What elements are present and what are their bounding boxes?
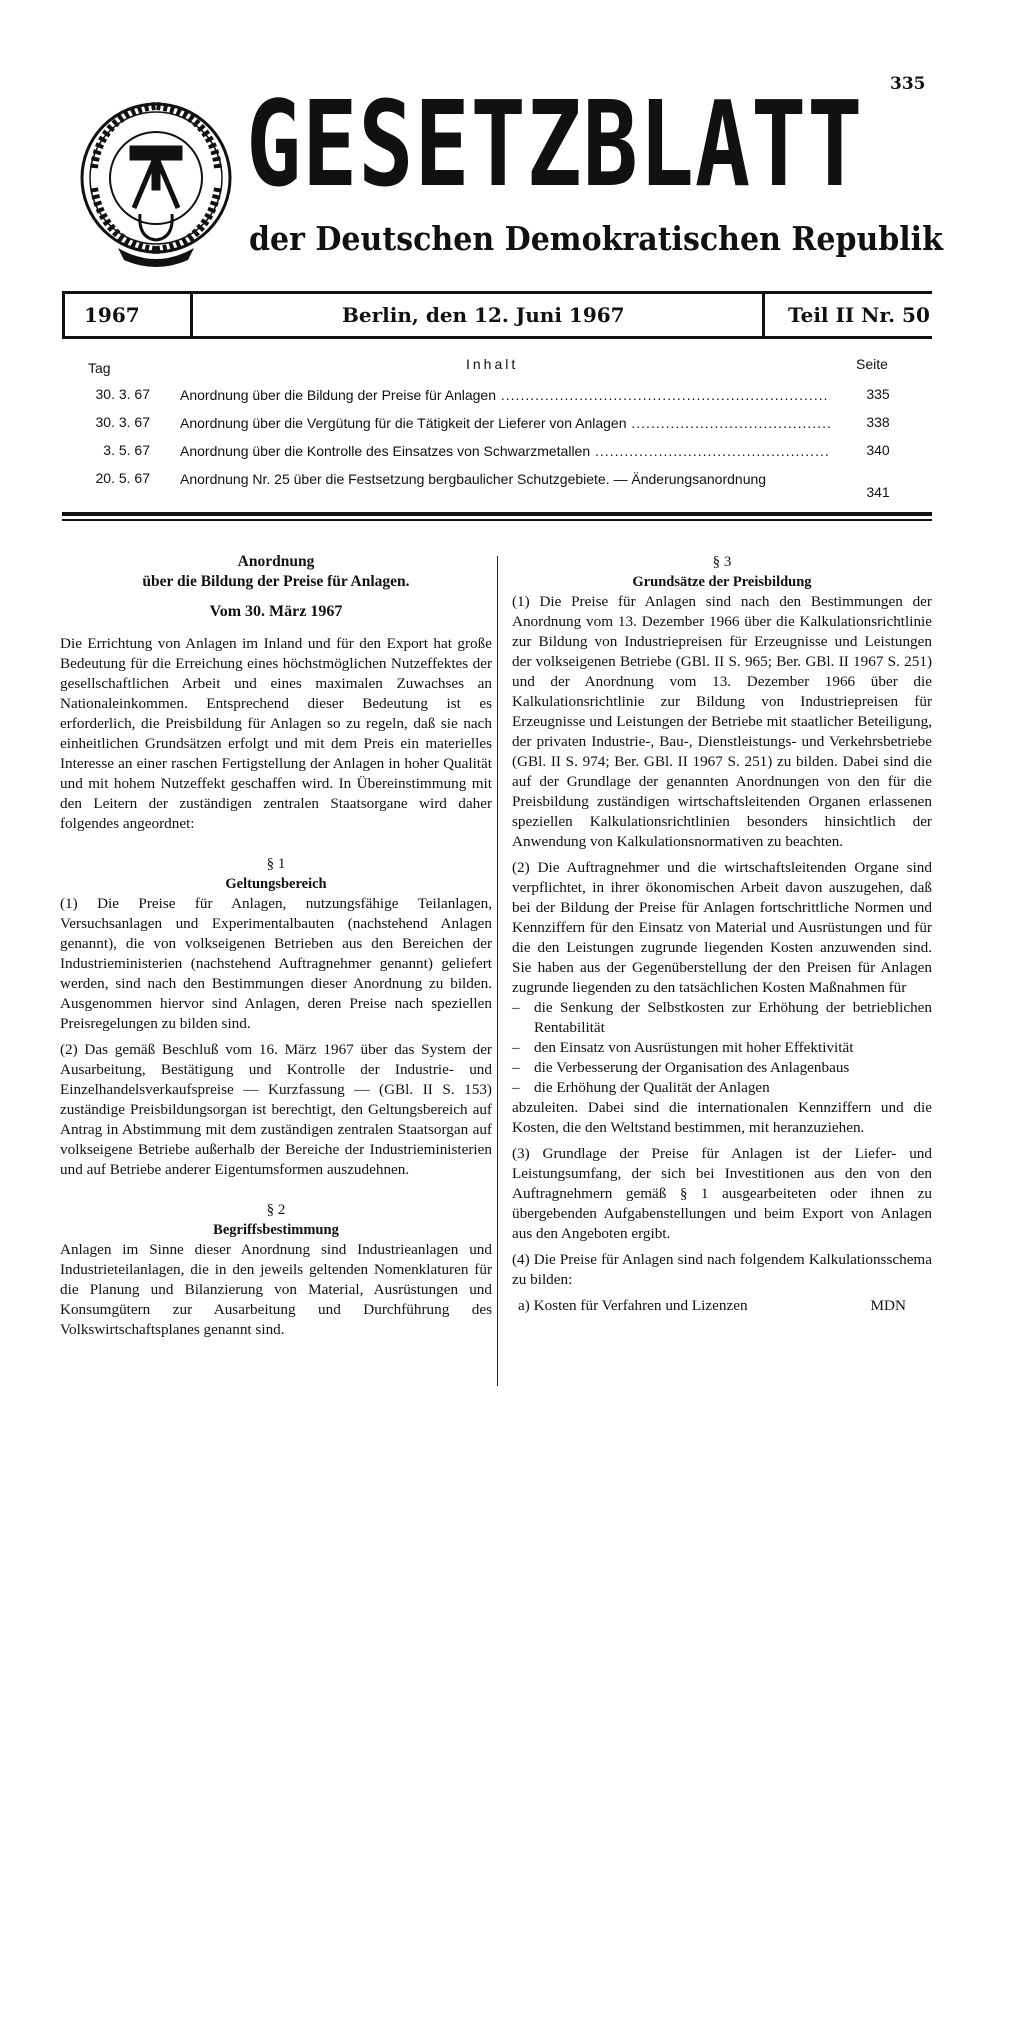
section-3-paragraph-2: (2) Die Auftragnehmer und die wirtschaftsleitenden Organe sind verpflichtet, in ihrer ökonomischen Arbeit davon auszugehen, daß bei der Bildung der Preise für Anlagen fortschrittliche Normen und Kennziffern für den Einsatz von Material und Ausrüstungen und für die den Leistungen zugrunde liegenden Kosten anzuwenden sind. Sie haben aus der Gegenüberstellung der den Preisen für Anlagen zugrunde liegenden zu den tatsächlichen Kosten Maßnahmen für — [512, 859, 932, 996]
calculation-scheme-row — [512, 1296, 932, 1316]
masthead-title: GESETZBLATT — [246, 76, 864, 214]
section-3-paragraph-1: (1) Die Preise für Anlagen sind nach den Bestimmungen der Anordnung vom 13. Dezember 1966 über die Kalkulationsrichtlinie zur Bildung von Industriepreisen für Erzeugnisse und Leistungen der volkseigenen Betriebe (GBl. II S. 965; Ber. GBl. II 1967 S. 251) und der Anordnung vom 13. Dezember 1966 über die Kalkulationsrichtlinie zur Bildung von Industriepreisen für Erzeugnisse und Leistungen der Betriebe mit staatlicher Beteiligung, der privaten Industrie-, Bau-, Dienstleistungs- und Verkehrsbetriebe (GBl. II S. 974; Ber. GBl. II 1967 S. 251) zu bilden. Dabei sind die auf der Grundlage der genannten Anordnungen von den für die Preisbildung zuständigen wirtschaftsleitenden Organen erlassenen speziellen Kalkulationsrichtlinien besonders hinsichtlich der Anwendung von Kalkulationsnormativen zu beachten. — [512, 593, 932, 850]
issue-place-date: Berlin, den 12. Juni 1967 — [342, 303, 625, 327]
toc-entry-page: 338 — [866, 414, 890, 430]
section-3-sign: § 3 — [712, 554, 732, 570]
list-item: – den Einsatz von Ausrüstungen mit hoher Effektivität — [512, 1038, 932, 1058]
issue-bar-separator — [190, 294, 193, 336]
article-heading-line1: Anordnung — [237, 553, 315, 570]
preamble-paragraph: Die Errichtung von Anlagen im Inland und für den Export hat große Bedeutung für die Erreichung eines höchstmöglichen Nutzeffektes der gesellschaftlichen Arbeit und eines maximalen Zuwachses an Nationaleinkommen. Entsprechend dieser Bedeutung ist es erforderlich, die Preisbildung für Anlagen so zu regeln, daß sie nach einheitlichen Grundsätzen erfolgt und mit dem Preis ein materielles Interesse an einer raschen Fertigstellung der Anlagen in hoher Qualität und mit hohem Nutzeffekt geschaffen wird. In Übereinstimmung mit den Leitern der zuständigen zentralen Staatsorgane wird daher folgendes angeordnet: — [60, 635, 492, 832]
section-1-title: Geltungsbereich — [225, 876, 327, 892]
section-2-title: Begriffsbestimmung — [213, 1222, 339, 1238]
toc-header-page: Seite — [856, 356, 888, 372]
list-item: – die Verbesserung der Organisation des Anlagenbaus — [512, 1058, 932, 1078]
toc-entry-title: Anordnung Nr. 25 über die Festsetzung bergbaulicher Schutzgebiete. — Änderungsanordnung — [180, 471, 767, 487]
section-3-measure-list — [512, 998, 932, 1098]
section-2-paragraph-1: Anlagen im Sinne dieser Anordnung sind Industrieanlagen und Industrieteilanlagen, die in den jeweils geltenden Nomenklaturen für die Planung und Bilanzierung von Material, Ausrüstungen und Konsumgütern zur Ausarbeitung und Durchführung des Volkswirtschaftsplanes genannt sind. — [60, 1241, 492, 1338]
toc-entry-date: 3. 5. 67 — [103, 442, 150, 458]
section-3-title: Grundsätze der Preisbildung — [632, 574, 812, 590]
section-3-paragraph-2-continued: abzuleiten. Dabei sind die internationalen Kennziffern und die Kosten, die den Weltstand bestimmen, mit heranzuziehen. — [512, 1099, 932, 1136]
toc-entry-date: 30. 3. 67 — [95, 386, 150, 402]
toc-entry-page: 341 — [866, 484, 890, 500]
toc-header-date: Tag — [88, 360, 111, 376]
article-column-right — [512, 552, 932, 1316]
list-item: – die Senkung der Selbstkosten zur Erhöhung der betrieblichen Rentabilität — [512, 998, 932, 1038]
issue-year: 1967 — [84, 303, 140, 327]
section-divider-rule — [62, 512, 932, 522]
section-1-paragraph-1: (1) Die Preise für Anlagen, nutzungsfähige Teilanlagen, Versuchsanlagen und Experimentalbauten (nachstehend Anlagen genannt), die von volkseigenen Betrieben aus den Bereichen der Industrieministerien (nachstehend Auftragnehmer genannt) geliefert werden, sind nach den Bestimmungen dieser Anordnung zu bilden. Ausgenommen hiervor sind Anlagen, deren Preise nach speziellen Preisregelungen zu bilden sind. — [60, 895, 492, 1032]
article-date: Vom 30. März 1967 — [209, 603, 343, 620]
issue-bar-border — [62, 294, 65, 336]
calculation-unit: MDN — [870, 1297, 906, 1314]
state-emblem-icon — [78, 98, 234, 270]
issue-info-bar — [62, 291, 932, 339]
toc-entry-date: 20. 5. 67 — [95, 470, 150, 486]
toc-entry-title: Anordnung über die Vergütung für die Tätigkeit der Lieferer von Anlagen ..... — [180, 414, 830, 432]
toc-entry-page: 340 — [866, 442, 890, 458]
section-1-sign: § 1 — [266, 856, 286, 872]
issue-bar-separator — [762, 294, 765, 336]
article-heading-line2: über die Bildung der Preise für Anlagen. — [142, 573, 410, 590]
section-1-paragraph-2: (2) Das gemäß Beschluß vom 16. März 1967 über das System der Ausarbeitung, Bestätigung und Kontrolle der Industrie- und Einzelhandelsverkaufspreise — Kurzfassung — (GBl. II S. 153) zuständige Preisbildungsorgan ist berechtigt, den Geltungsbereich auf Antrag in Abstimmung mit dem zuständigen zentralen Staatsorgan auf volkseigene Betriebe außerhalb der Bereiche der Industrieministerien und auf Betriebe anderer Eigentumsformen auszudehnen. — [60, 1041, 492, 1178]
masthead-subtitle: der Deutschen Demokratischen Republik — [249, 219, 943, 258]
section-3-paragraph-3: (3) Grundlage der Preise für Anlagen ist der Liefer- und Leistungsumfang, der sich bei Investitionen aus den von den Auftragnehmern gemäß § 1 ausgearbeiteten oder ihnen zu übergebenden Aufgabenstellungen und beim Export von Anlagen aus den Angeboten ergibt. — [512, 1145, 932, 1242]
list-item: – die Erhöhung der Qualität der Anlagen — [512, 1078, 932, 1098]
article-column-left — [60, 552, 492, 1346]
toc-header-title: Inhalt — [466, 356, 519, 372]
toc-entry-page: 335 — [866, 386, 890, 402]
page-number: 335 — [890, 74, 926, 94]
toc-entry-date: 30. 3. 67 — [95, 414, 150, 430]
toc-entry-title: Anordnung über die Kontrolle des Einsatzes von Schwarzmetallen ..... — [180, 442, 830, 460]
section-2-sign: § 2 — [266, 1202, 286, 1218]
toc-entry-title: Anordnung über die Bildung der Preise für Anlagen ..... — [180, 386, 830, 404]
column-divider — [497, 556, 498, 1386]
issue-part-number: Teil II Nr. 50 — [788, 303, 930, 327]
section-3-paragraph-4: (4) Die Preise für Anlagen sind nach folgendem Kalkulationsschema zu bilden: — [512, 1251, 932, 1288]
calculation-item-label: a) Kosten für Verfahren und Lizenzen — [518, 1297, 748, 1314]
